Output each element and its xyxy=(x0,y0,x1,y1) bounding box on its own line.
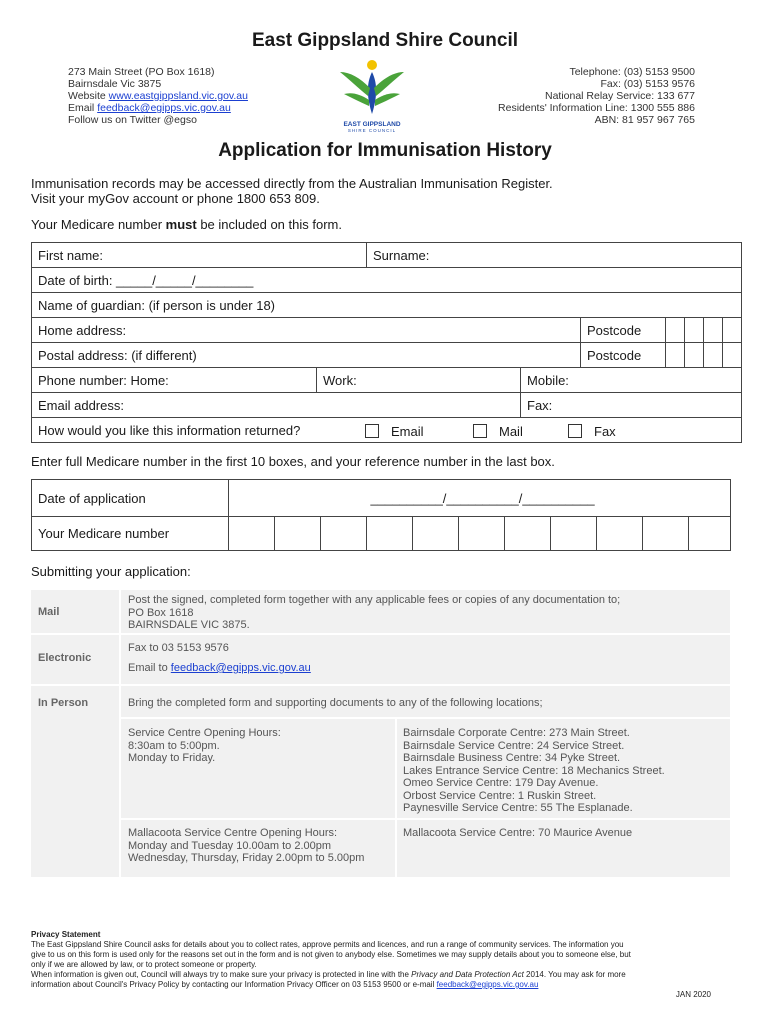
organisation-name: East Gippsland Shire Council xyxy=(251,30,519,51)
return-option-email[interactable] xyxy=(365,424,424,439)
intro-line: Immunisation records may be accessed directly from the Australian Immunisation Register. xyxy=(31,176,553,191)
option-label: Fax xyxy=(594,424,616,439)
privacy-text: When information is given out, Council will always try to make sure your privacy is protected in line with the xyxy=(31,970,412,979)
dob-field[interactable]: Date of birth: _____/_____/________ xyxy=(32,268,742,293)
surname-field[interactable]: Surname: xyxy=(367,243,742,268)
row-divider xyxy=(121,818,730,820)
return-option-fax[interactable] xyxy=(568,424,616,439)
hours-line: Mallacoota Service Centre Opening Hours: xyxy=(128,827,338,839)
mallacoota-hours xyxy=(128,827,364,865)
medicare-digit-box[interactable] xyxy=(367,517,413,551)
privacy-line: only if we are allowed by law, or to protect someone or property. xyxy=(31,960,257,969)
postcode-box[interactable] xyxy=(685,343,704,368)
address-block xyxy=(68,66,248,126)
page-title: Application for Immunisation History xyxy=(218,140,552,161)
medicare-digit-box[interactable] xyxy=(321,517,367,551)
relay-service: National Relay Service: 133 677 xyxy=(544,90,695,102)
column-divider xyxy=(395,718,397,877)
privacy-line xyxy=(31,970,741,980)
postcode-box[interactable] xyxy=(704,318,723,343)
postcode-label: Postcode xyxy=(581,343,666,368)
address-line: 273 Main Street (PO Box 1618) xyxy=(68,66,215,78)
telephone: Telephone: (03) 5153 9500 xyxy=(569,66,695,78)
intro-line: Visit your myGov account or phone 1800 653 809. xyxy=(31,191,320,206)
website-label: Website xyxy=(68,90,109,102)
location-line: Omeo Service Centre: 179 Day Avenue. xyxy=(403,777,599,789)
submitting-section xyxy=(31,590,730,877)
privacy-email-link[interactable]: feedback@egipps.vic.gov.au xyxy=(436,980,539,989)
address-line: Bairnsdale Vic 3875 xyxy=(68,78,162,90)
medicare-digit-box[interactable] xyxy=(505,517,551,551)
postcode-box[interactable] xyxy=(704,343,723,368)
privacy-heading: Privacy Statement xyxy=(31,930,101,939)
location-line: Bairnsdale Corporate Centre: 273 Main Street. xyxy=(403,727,630,739)
medicare-digit-box[interactable] xyxy=(643,517,689,551)
column-divider xyxy=(119,590,121,877)
email-line xyxy=(68,102,248,114)
applicant-form xyxy=(31,242,742,443)
logo-figure-icon xyxy=(336,58,408,116)
hours-line: 8:30am to 5:00pm. xyxy=(128,739,220,752)
medicare-digit-box[interactable] xyxy=(413,517,459,551)
postcode-box[interactable] xyxy=(666,318,685,343)
medicare-note-bold: must xyxy=(165,217,197,232)
service-locations xyxy=(403,727,665,815)
medicare-note xyxy=(31,217,342,232)
location-line: Bairnsdale Service Centre: 24 Service Street. xyxy=(403,739,625,752)
hours-line: Service Centre Opening Hours: xyxy=(128,727,281,739)
postcode-label: Postcode xyxy=(581,318,666,343)
email-instruction xyxy=(128,662,311,675)
checkbox-icon[interactable] xyxy=(365,424,379,438)
guardian-field[interactable]: Name of guardian: (if person is under 18) xyxy=(32,293,742,318)
contact-block xyxy=(498,66,695,126)
option-label: Email xyxy=(391,424,424,439)
privacy-act-name: Privacy and Data Protection Act xyxy=(411,970,524,979)
medicare-note-text: Your Medicare number xyxy=(31,217,166,232)
postcode-box[interactable] xyxy=(723,318,742,343)
medicare-digit-box[interactable] xyxy=(459,517,505,551)
phone-home-field[interactable]: Phone number: Home: xyxy=(32,368,317,393)
twitter-line: Follow us on Twitter @egso xyxy=(68,114,197,126)
logo-subtext: SHIRE COUNCIL xyxy=(347,128,397,133)
mail-label: Mail xyxy=(38,606,60,618)
email-address-field[interactable]: Email address: xyxy=(32,393,521,418)
in-person-instruction: Bring the completed form and supporting documents to any of the following locations; xyxy=(128,697,543,709)
postcode-box[interactable] xyxy=(723,343,742,368)
checkbox-icon[interactable] xyxy=(473,424,487,438)
row-divider xyxy=(121,717,730,719)
fax-field[interactable]: Fax: xyxy=(521,393,742,418)
intro-text xyxy=(31,176,553,206)
medicare-instruction: Enter full Medicare number in the first 10 boxes, and your reference number in the last box. xyxy=(31,454,555,469)
hours-line: Monday and Tuesday 10.00am to 2.00pm xyxy=(128,839,332,852)
website-line xyxy=(68,90,248,102)
phone-work-field[interactable]: Work: xyxy=(317,368,521,393)
submitting-heading: Submitting your application: xyxy=(31,564,191,579)
row-divider xyxy=(31,633,730,635)
mail-line: PO Box 1618 xyxy=(128,606,194,619)
email-label: Email xyxy=(68,102,98,114)
privacy-statement xyxy=(31,930,741,990)
postcode-box[interactable] xyxy=(666,343,685,368)
council-logo xyxy=(336,58,408,133)
option-label: Mail xyxy=(499,424,523,439)
medicare-digit-box[interactable] xyxy=(597,517,643,551)
hours-line: Wednesday, Thursday, Friday 2.00pm to 5.00pm xyxy=(128,852,365,864)
fax-instruction: Fax to 03 5153 9576 xyxy=(128,642,229,654)
checkbox-icon[interactable] xyxy=(568,424,582,438)
date-application-label: Date of application xyxy=(32,480,229,517)
feedback-email-link[interactable]: feedback@egipps.vic.gov.au xyxy=(170,662,311,674)
postal-address-field[interactable]: Postal address: (if different) xyxy=(32,343,581,368)
abn: ABN: 81 957 967 765 xyxy=(594,114,695,126)
medicare-note-text: be included on this form. xyxy=(196,217,342,232)
row-divider xyxy=(31,684,730,686)
in-person-label: In Person xyxy=(38,697,89,709)
privacy-text: 2014. You may ask for more xyxy=(523,970,626,979)
privacy-line xyxy=(31,980,741,990)
website-link[interactable]: www.eastgippsland.vic.gov.au xyxy=(108,90,248,102)
location-line: Paynesville Service Centre: 55 The Esplanade. xyxy=(403,802,633,814)
medicare-reference-box[interactable] xyxy=(689,517,731,551)
mail-line: Post the signed, completed form together with any applicable fees or copies of any documentation to; xyxy=(128,594,621,606)
privacy-line: give to us on this form is used only for the reasons set out in the form and is not given to anybody else. Sometimes we may supply details about you to someone else, but xyxy=(31,950,631,959)
privacy-line: The East Gippsland Shire Council asks for details about you to collect rates, approve permits and licences, and run a range of community services. The information you xyxy=(31,940,624,949)
home-address-field[interactable]: Home address: xyxy=(32,318,581,343)
mail-instructions xyxy=(128,594,620,632)
location-line: Bairnsdale Business Centre: 34 Pyke Street. xyxy=(403,752,621,764)
first-name-field[interactable]: First name: xyxy=(32,243,367,268)
return-option-mail[interactable] xyxy=(473,424,523,439)
fax-number: Fax: (03) 5153 9576 xyxy=(600,78,695,90)
location-line: Lakes Entrance Service Centre: 18 Mechanics Street. xyxy=(403,764,665,777)
phone-mobile-field[interactable]: Mobile: xyxy=(521,368,742,393)
medicare-digit-box[interactable] xyxy=(551,517,597,551)
medicare-number-label: Your Medicare number xyxy=(32,517,229,551)
medicare-digit-box[interactable] xyxy=(229,517,275,551)
medicare-table xyxy=(31,479,731,551)
service-hours xyxy=(128,727,281,765)
location-line: Orbost Service Centre: 1 Ruskin Street. xyxy=(403,789,597,802)
electronic-label: Electronic xyxy=(38,652,92,664)
return-question: How would you like this information returned? xyxy=(38,422,301,438)
email-link[interactable]: feedback@egipps.vic.gov.au xyxy=(97,102,231,114)
medicare-digit-box[interactable] xyxy=(275,517,321,551)
mallacoota-location: Mallacoota Service Centre: 70 Maurice Avenue xyxy=(403,827,633,839)
date-application-field[interactable]: __________/__________/__________ xyxy=(229,480,731,517)
postcode-box[interactable] xyxy=(685,318,704,343)
hours-line: Monday to Friday. xyxy=(128,752,216,764)
logo-text: EAST GIPPSLAND xyxy=(343,121,401,128)
residents-line: Residents' Information Line: 1300 555 886 xyxy=(498,102,695,114)
form-date: JAN 2020 xyxy=(675,990,711,999)
return-method-row xyxy=(32,418,742,443)
privacy-text: information about Council's Privacy Policy by contacting our Information Privacy Officer on 03 5153 9500 or e-mail xyxy=(31,980,437,989)
mail-line: BAIRNSDALE VIC 3875. xyxy=(128,619,250,631)
email-instruction-text: Email to xyxy=(128,662,171,674)
